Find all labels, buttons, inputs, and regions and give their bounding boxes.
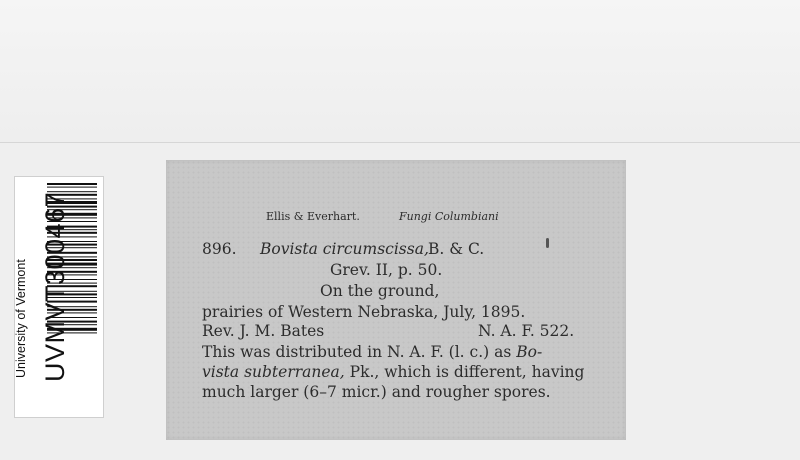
barcode-institution: University of Vermont xyxy=(14,259,28,378)
locality: prairies of Western Nebraska, July, 1895. xyxy=(202,303,526,321)
specimen-label xyxy=(166,160,626,440)
species-name: Bovista circumscissa, xyxy=(260,240,429,258)
barcode-bar xyxy=(47,183,97,185)
habitat: On the ground, xyxy=(320,282,440,300)
label-header-right: Fungi Columbiani xyxy=(399,210,499,223)
species-authority: B. & C. xyxy=(428,240,485,258)
citation: Grev. II, p. 50. xyxy=(330,261,443,279)
note-line-2-text: Pk., which is different, having xyxy=(349,363,585,381)
label-header-left: Ellis & Everhart. xyxy=(266,210,360,223)
note-line-1-text: This was distributed in N. A. F. (l. c.) as xyxy=(202,343,512,361)
note-line-2-italic: vista subterranea, xyxy=(202,363,345,381)
note-line-2 xyxy=(202,363,584,381)
note-line-1 xyxy=(202,343,542,361)
naf-number: N. A. F. 522. xyxy=(478,322,575,340)
ink-mark xyxy=(546,238,549,248)
barcode-number: UVMVT300467 xyxy=(40,191,70,382)
exsiccata-number: 896. xyxy=(202,240,237,258)
note-line-3: much larger (6–7 micr.) and rougher spores. xyxy=(202,383,551,401)
barcode-bar xyxy=(47,187,97,188)
note-line-1-italic: Bo- xyxy=(516,343,543,361)
herbarium-sheet-fold xyxy=(0,0,800,143)
collector: Rev. J. M. Bates xyxy=(202,322,325,340)
